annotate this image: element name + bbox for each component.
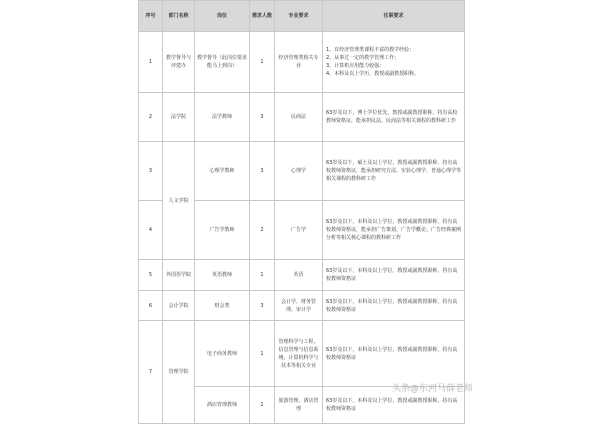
cell-major: 英语 bbox=[275, 260, 323, 291]
header-count: 需求人数 bbox=[250, 1, 275, 32]
req-line: 1、有经济管理类课程丰富的教学经验； bbox=[326, 47, 415, 53]
cell-seq: 3 bbox=[139, 142, 163, 201]
cell-post: 心理学教师 bbox=[195, 142, 250, 201]
cell-dept: 教学督导与评建办 bbox=[163, 32, 195, 93]
cell-post: 广告学教师 bbox=[195, 201, 250, 260]
cell-major: 旅游管理、酒店管理 bbox=[275, 387, 323, 424]
header-dept: 部门名称 bbox=[163, 1, 195, 32]
req-line: 3、计算机应用能力较强； bbox=[326, 63, 385, 69]
cell-count: 3 bbox=[250, 291, 275, 321]
watermark-text: 头条@东河马薛老师 bbox=[392, 384, 474, 394]
cell-req: 63岁及以下，本科及以上学位，教授或副教授职称、持有高校教师资格证 bbox=[323, 321, 465, 387]
header-seq: 序号 bbox=[139, 1, 163, 32]
cell-post: 酒店管理教师 bbox=[195, 387, 250, 424]
cell-req: 63岁及以下，本科及以上学位，教授或副教授职称、持有高校教师资格证 bbox=[323, 291, 465, 321]
cell-req: 63岁及以下，本科及以上学位，教授或副教授职称、持有高校教师资格证 bbox=[323, 260, 465, 291]
table-row bbox=[139, 321, 465, 387]
cell-dept: 管理学院 bbox=[163, 321, 195, 424]
cell-major: 心理学 bbox=[275, 142, 323, 201]
cell-req: 63岁及以下，硕士及以上学位，教授或副教授职称、持有高校教师资格证，能承担研究方法、实验心理学、普通心理学等相关课程的教科研工作 bbox=[323, 142, 465, 201]
cell-dept: 法学院 bbox=[163, 93, 195, 142]
cell-major: 广告学 bbox=[275, 201, 323, 260]
header-req: 任职要求 bbox=[323, 1, 465, 32]
cell-count: 1 bbox=[250, 387, 275, 424]
cell-seq: 2 bbox=[139, 93, 163, 142]
table-row bbox=[139, 142, 465, 201]
cell-seq: 1 bbox=[139, 32, 163, 93]
cell-seq: 7 bbox=[139, 321, 163, 424]
header-post: 岗位 bbox=[195, 1, 250, 32]
table-row bbox=[139, 93, 465, 142]
cell-count: 3 bbox=[250, 93, 275, 142]
cell-post: 法学教师 bbox=[195, 93, 250, 142]
cell-req bbox=[323, 32, 465, 93]
cell-req: 63岁及以下，本科及以上学位，教授或副教授职称、持有高校教师资格证 bbox=[323, 387, 465, 424]
cell-dept: 人文学院 bbox=[163, 142, 195, 260]
cell-req: 63岁及以下，博士学位优先，教授或副教授职称、持有高校教师资格证，能承担民法、民商法等相关课程的教科研工作 bbox=[323, 93, 465, 142]
cell-major: 管理科学与工程、信息管理与信息系统、计算机科学与技术等相关专业 bbox=[275, 321, 323, 387]
cell-seq: 4 bbox=[139, 201, 163, 260]
req-line: 2、从事过一定的教学管理工作； bbox=[326, 55, 400, 61]
cell-post: 电子商务教师 bbox=[195, 321, 250, 387]
cell-major: 会计学、财务管理、审计学 bbox=[275, 291, 323, 321]
header-major: 专业要求 bbox=[275, 1, 323, 32]
cell-post: 财会类 bbox=[195, 291, 250, 321]
cell-count: 3 bbox=[250, 142, 275, 201]
cell-count: 1 bbox=[250, 32, 275, 93]
cell-count: 2 bbox=[250, 201, 275, 260]
cell-dept: 会计学院 bbox=[163, 291, 195, 321]
recruitment-table-container bbox=[138, 0, 464, 412]
cell-req: 63岁及以下，本科及以上学位，教授或副教授职称、持有高校教师资格证，能承担广告策划、广告学概论、广告经典案例分析等相关核心课程的教科研工作 bbox=[323, 201, 465, 260]
table-header-row bbox=[139, 1, 465, 32]
table-row bbox=[139, 291, 465, 321]
cell-seq: 6 bbox=[139, 291, 163, 321]
recruitment-table bbox=[138, 0, 465, 424]
cell-count: 1 bbox=[250, 321, 275, 387]
cell-seq: 5 bbox=[139, 260, 163, 291]
cell-major: 民商法 bbox=[275, 93, 323, 142]
cell-major: 经济管理类相关专业 bbox=[275, 32, 323, 93]
table-row bbox=[139, 32, 465, 93]
cell-post: 英语教师 bbox=[195, 260, 250, 291]
cell-count: 1 bbox=[250, 260, 275, 291]
table-row bbox=[139, 260, 465, 291]
cell-post: 教学督导（此岗位要求能马上到岗） bbox=[195, 32, 250, 93]
req-line: 4、本科及以上学历，教授或副教授职称。 bbox=[326, 71, 420, 77]
cell-dept: 外国语学院 bbox=[163, 260, 195, 291]
